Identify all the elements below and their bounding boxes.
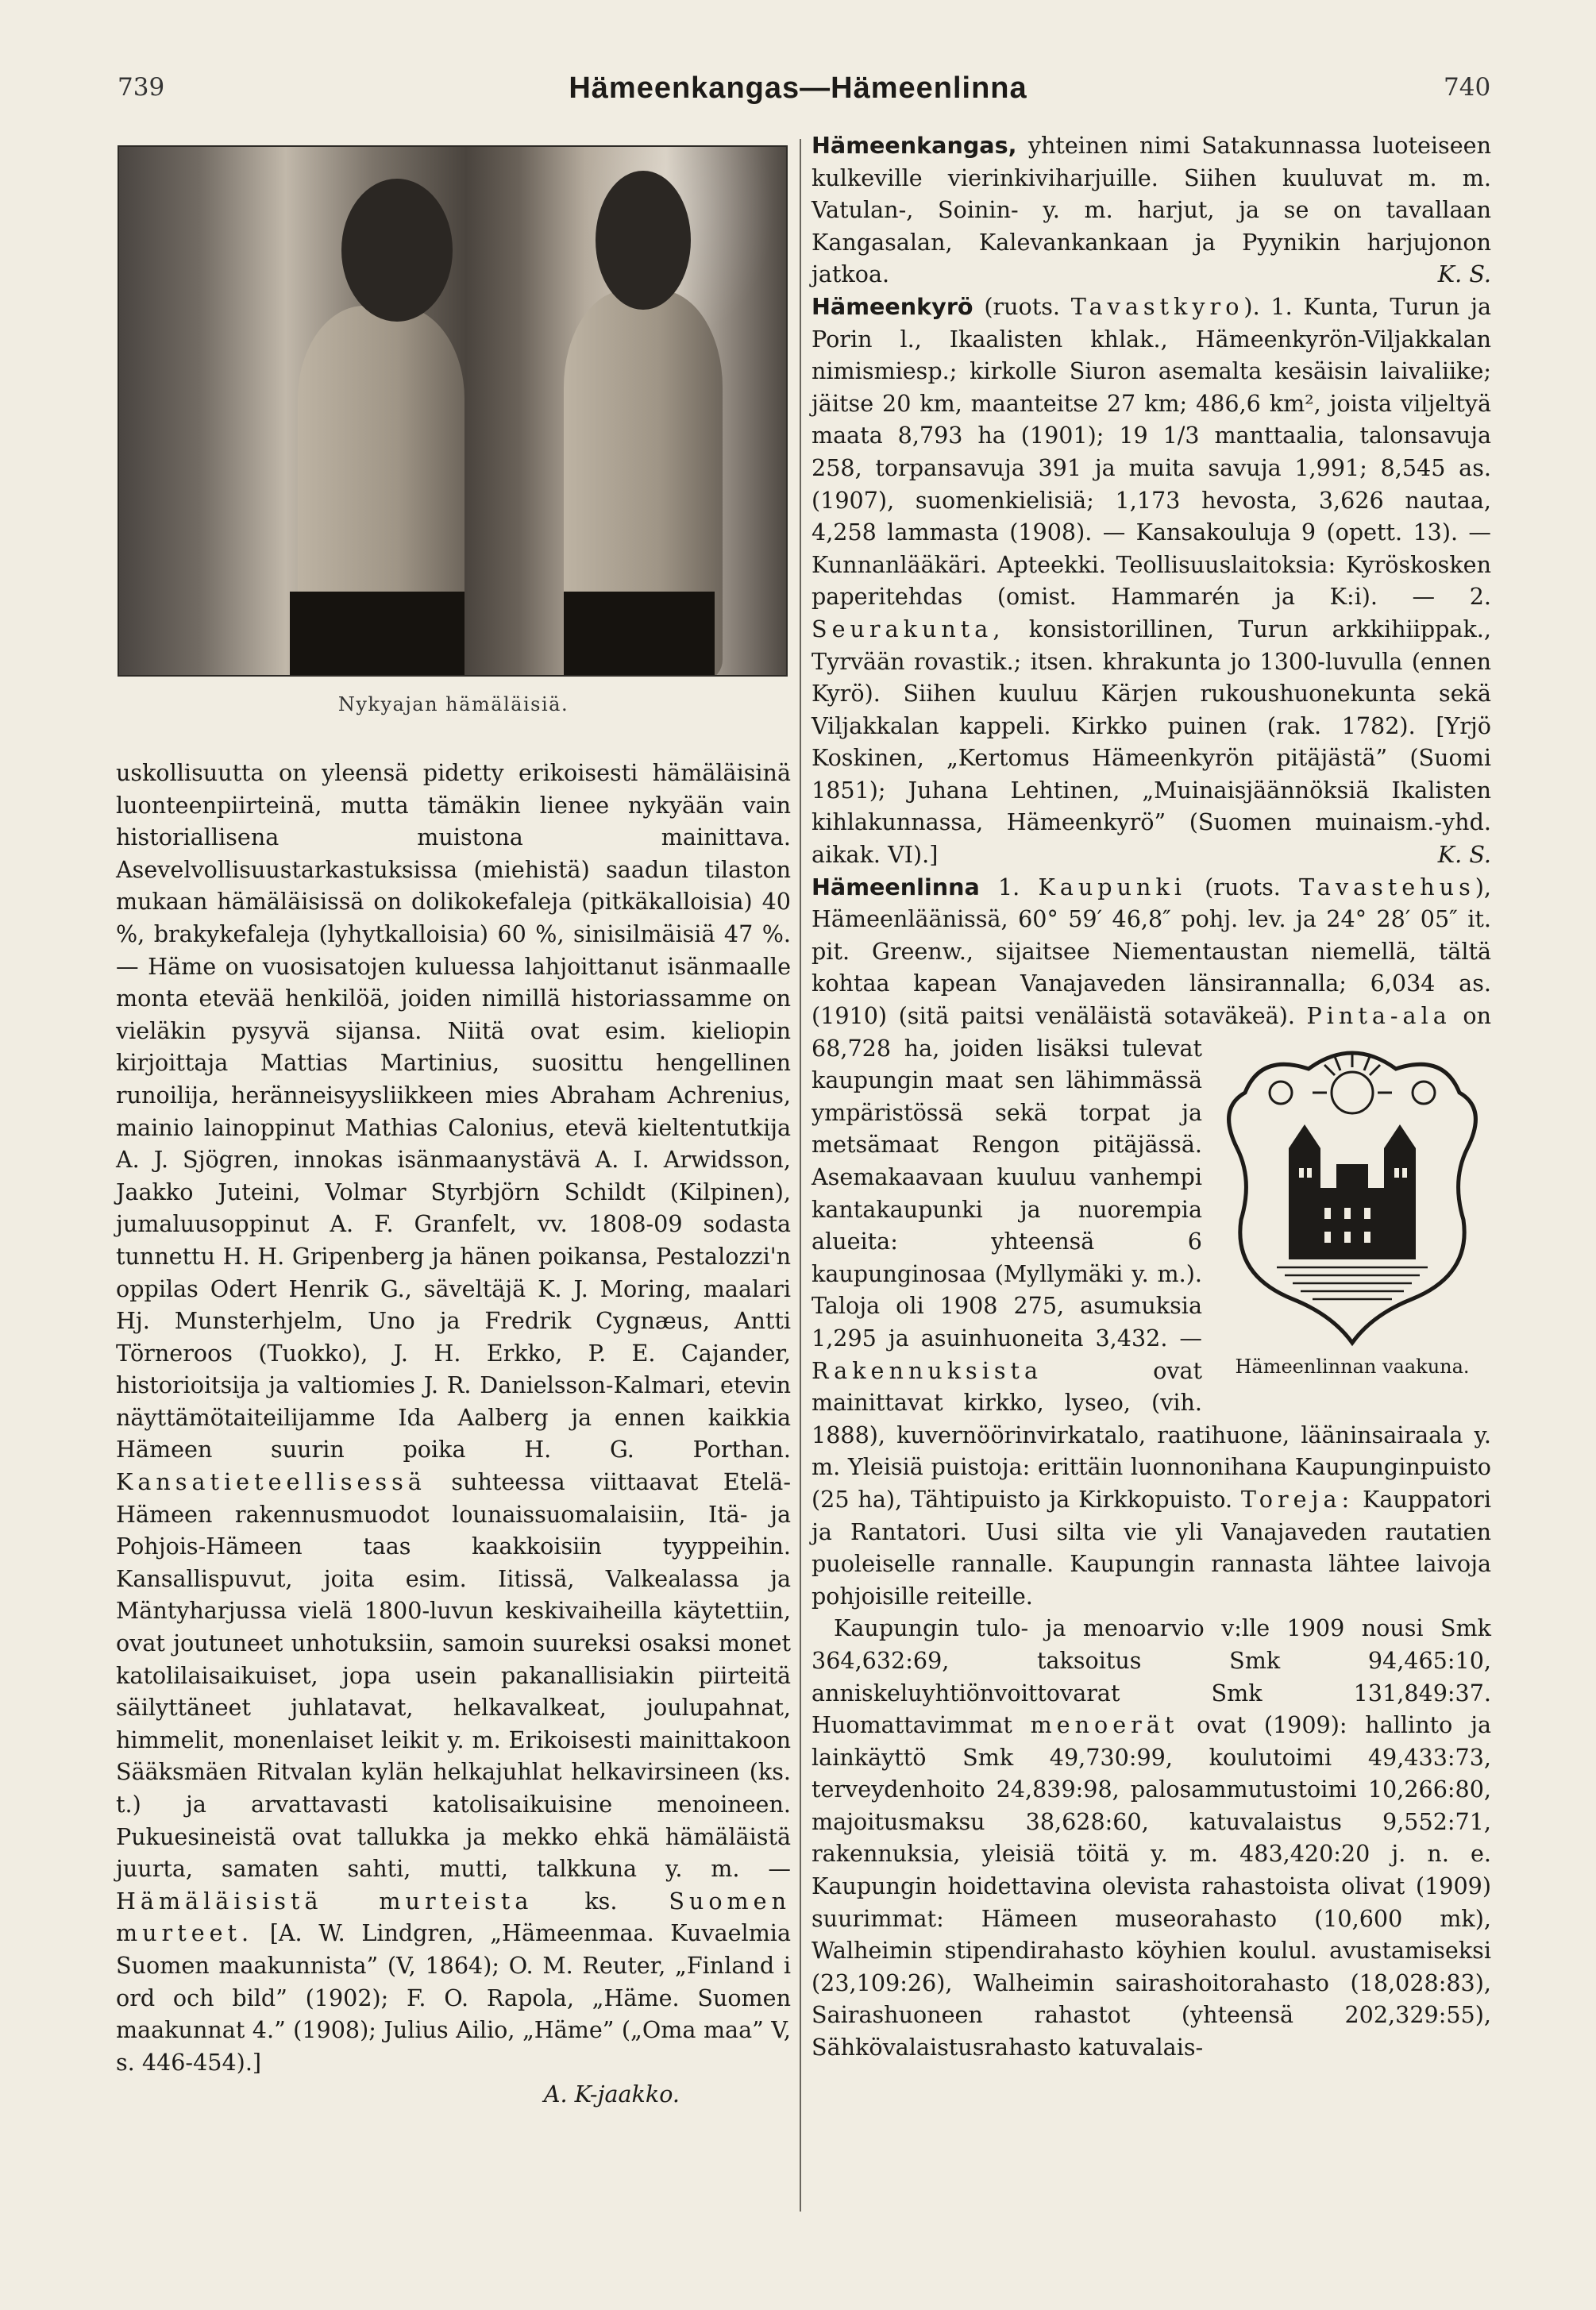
entry-text: Kauppatori ja Rantatori. Uusi silta vie yli Vanajaveden rautatien puoleiselle rannalle. Kaupungin rannasta lähtee laivoja pohjoisille reiteille.	[811, 1485, 1491, 1610]
budget-text: ovat (1909): hallinto ja lainkäyttö Smk 49,730:99, koulutoimi 49,433:73, terveydenhoito 24,839:98, palosammutustoimi 10,266:80, majoitusmaksu 38,628:60, katuvalaistus 9,552:71, rakennuksia, yleisiä töitä y. m. 483,420:20 j. n. e. Kaupungin hoidettavina olevista rahastoista olivat (1909) suurimmat: Hämeen museorahasto (10,600 mk), Walheimin stipendirahasto köyhien koulul. avustamiseksi (23,109:26), Walheimin sairashoitorahasto (18,028:83), Sairashuoneen rahastot (yhteensä 202,329:55), Sähkövalaistusrahasto katuvalais-	[811, 1711, 1491, 2061]
spaced-term-kaupunki: Kaupunki	[1038, 873, 1186, 900]
entry-text: (ruots.	[973, 292, 1071, 320]
spaced-term-menoerat: menoerät	[1030, 1711, 1179, 1739]
spaced-term-rakennuksista: Rakennuksista	[811, 1356, 1043, 1384]
entry-text-hameenkangas: yhteinen nimi Satakunnassa luoteiseen kulkeville vierinkiviharjuille. Siihen kuuluvat m. m. Vatulan-, Soinin- y. m. harjut, ja se on tavallaan Kangasalan, Kalevankankaan ja Pyynikin harjujonon jatkoa.	[811, 132, 1491, 288]
entry-head-hameenkangas: Hämeenkangas,	[811, 132, 1017, 159]
right-column	[811, 129, 1491, 2064]
entry-signature-1: K. S.	[1437, 260, 1491, 288]
budget-text: Kaupungin tulo- ja menoarvio v:lle 1909 nousi Smk 364,632:69, taksoitus Smk 94,465:10, anniskeluyhtiönvoittovarat Smk 131,849:37. Huomattavimmat	[811, 1614, 1491, 1739]
column-divider	[800, 139, 801, 2212]
spaced-term-seurakunta: Seurakunta,	[811, 615, 1005, 642]
budget-paragraph	[811, 1612, 1491, 2063]
left-text-2: suhteessa viittaavat Etelä-Hämeen rakennusmuodot lounaissuomalaisiin, Itä- ja Pohjois-Hämeen taas kaakkoisiin tyyppeihin. Kansallispuvut, joita esim. Iitissä, Valkealassa ja Mäntyharjussa vielä 1800-luvun keskivaiheilla käytettiin, ovat joutuneet unhotuksiin, samoin suureksi osaksi monet katolilaisaikuiset, jopa usein pakanallisiakin piirteitä säilyttäneet juhlatavat, helkavalkeat, joulupahnat, himmelit, monenlaiset leikit y. m. Erikoisesti mainittakoon Sääksmäen Ritvalan kylän helkajuhlat helkavirsineen (ks. t.) ja arvattavasti katolisaikuisine menoineen. Pukuesineistä ovat tallukka ja mekko ehkä hämäläistä juurta, samaten sahti, mutti, talkkuna y. m. —	[116, 1468, 791, 1883]
entry-head-hameenlinna: Hämeenlinna	[811, 873, 980, 900]
spaced-term-tavastkyro: Tavastkyro	[1070, 292, 1244, 320]
entry-text: ovat mainittavat kirkko, lyseo, (vih. 1888), kuvernöörinvirkatalo, raatihuone, lääninsairaala y. m. Yleisiä puistoja: erittäin luonnonihana Kaupunginpuisto (25 ha), Tähtipuisto ja Kirkkopuisto.	[811, 1356, 1491, 1513]
page-number-left: 739	[118, 73, 165, 102]
spaced-term-kansatieteellisessa: Kansatieteellisessä	[116, 1468, 426, 1496]
entry-hameenkyro	[811, 291, 1491, 871]
spaced-term-tavastehus: Tavastehus	[1299, 873, 1475, 900]
photo-trunks-left	[290, 592, 465, 677]
page-number-right: 740	[1444, 73, 1491, 102]
entry-text: ), Hämeenläänissä, 60° 59′ 46,8″ pohj. lev. ja 24° 28′ 05″ it. pit. Greenw., sijaitsee Niementaustan niemellä, tältä kohtaa kapean Vanajaveden länsirannalla; 6,034 as. (1910) (sitä paitsi venäläistä sotaväkeä).	[811, 873, 1491, 1030]
photograph	[118, 145, 788, 677]
entry-signature-2: K. S.	[1437, 841, 1491, 869]
photo-caption: Nykyajan hämäläisiä.	[337, 693, 569, 715]
left-text-ks: ks.	[533, 1887, 669, 1915]
photo-head-left	[341, 179, 453, 322]
spaced-term-toreja: Toreja:	[1240, 1485, 1355, 1513]
left-references: [A. W. Lindgren, „Hämeenmaa. Kuvaelmia Suomen maakunnista” (V, 1864); O. M. Reuter, „Finland i ord och bild” (1902); F. O. Rapola, „Häme. Suomen maakunnat 4.” (1908); Julius Ailio, „Häme” („Oma maa” V, s. 446-454).]	[116, 1919, 791, 2076]
left-paragraph	[116, 757, 791, 2078]
entry-text: (ruots.	[1185, 873, 1300, 900]
photo-trunks-right	[564, 592, 715, 677]
entry-text: on 68,728 ha, joiden lisäksi tulevat kaupungin maat sen lähimmässä ympäristössä sekä torpat ja metsämaat Rengon pitäjässä. Asemakaavaan kuuluu vanhempi kantakaupunki ja nuorempia alueita: yhteensä 6 kaupunginosaa (Myllymäki y. m.). Taloja oli 1908 275, asumuksia 1,295 ja asuinhuoneita 3,432. —	[811, 1002, 1491, 1352]
entry-text: konsistorillinen, Turun arkkihiippak., Tyrvään rovastik.; itsen. khrakunta jo 1300-luvulla (ennen Kyrö). Siihen kuuluu Kärjen rukoushuonekunta sekä Viljakkalan kappeli. Kirkko puinen (rak. 1782). [Yrjö Koskinen, „Kertomus Hämeenkyrön pitäjästä” (Suomi 1851); Juhana Lehtinen, „Muinaisjäännöksiä Ikalisten kihlakunnassa, Hämeenkyrö” (Suomen muinaism.-yhd. aikak. VI).]	[811, 615, 1491, 869]
spaced-term-hamalaisista-murteista: Hämäläisistä murteista	[116, 1887, 534, 1915]
running-head: Hämeenkangas—Hämeenlinna	[569, 71, 1027, 105]
spaced-term-pinta-ala: Pinta-ala	[1306, 1002, 1451, 1030]
entry-text: 1.	[979, 873, 1039, 900]
coat-of-arms-figure	[1213, 1037, 1491, 1410]
left-signature: A. K-jaakko.	[543, 2081, 680, 2108]
entry-head-hameenkyro: Hämeenkyrö	[811, 292, 973, 320]
left-text-1: uskollisuutta on yleensä pidetty erikoisesti hämäläisinä luonteenpiirteinä, mutta tämäkin lienee nykyään vain historiallisena muistona mainittava. Asevelvollisuustarkastuksissa (miehistä) saadun tilaston mukaan hämäläisissä on dolikokefaleja (pitkäkalloisia) 40 %, brakykefaleja (lyhytkalloisia) 60 %, sinisilmäisiä 47 %. — Häme on vuosisatojen kuluessa lahjoittanut isänmaalle monta etevää henkilöä, joiden nimillä historiassamme on vieläkin pysyvä sijansa. Niitä ovat esim. kieliopin kirjoittaja Mattias Martinius, suosittu hengellinen runoilija, heränneisyysliikkeen mies Abraham Achrenius, mainio lainoppinut Mathias Calonius, etevä kieltentutkija A. J. Sjögren, innokas isänmaanystävä A. I. Arwidsson, Jaakko Juteini, Volmar Styrbjörn Schildt (Kilpinen), jumaluusoppinut A. F. Granfelt, vv. 1808-09 sodasta tunnettu H. H. Gripenberg ja hänen poikansa, Pestalozzi'n oppilas Odert Henrik G., säveltäjä K. J. Moring, maalari Hj. Munsterhjelm, Uno ja Fredrik Cygnæus, Antti Törneroos (Tuokko), J. H. Erkko, P. E. Cajander, historioitsija ja valtiomies J. R. Danielsson-Kalmari, etevin näyttämötaiteilijamme Ida Aalberg ja ennen kaikkia Hämeen suurin poika H. G. Porthan.	[116, 759, 791, 1464]
entry-hameenlinna	[811, 871, 1491, 1613]
coat-of-arms-icon	[1213, 1037, 1491, 1355]
spaced-term-suomen-murteet: Suomen murteet.	[116, 1887, 791, 1947]
coat-of-arms-caption: Hämeenlinnan vaakuna.	[1235, 1355, 1470, 1378]
left-column	[116, 757, 791, 2111]
photo-head-right	[596, 171, 691, 310]
entry-hameenkangas	[811, 129, 1491, 291]
entry-text: ). 1. Kunta, Turun ja Porin l., Ikaalisten khlak., Hämeenkyrön-Viljakkalan nimismiesp.; kirkolle Siuron asemalta kesäisin laivaliike; jäitse 20 km, maanteitse 27 km; 486,6 km², joista viljeltyä maata 8,793 ha (1901); 19 1/3 manttaalia, talonsavuja 258, torpansavuja 391 ja muita savuja 1,991; 8,545 as. (1907), suomenkielisiä; 1,173 hevosta, 3,626 nautaa, 4,258 lammasta (1908). — Kansakouluja 9 (opett. 13). — Kunnanlääkäri. Apteekki. Teollisuuslaitoksia: Kyröskosken paperitehdas (omist. Hammarén ja K:i). — 2.	[811, 292, 1492, 611]
